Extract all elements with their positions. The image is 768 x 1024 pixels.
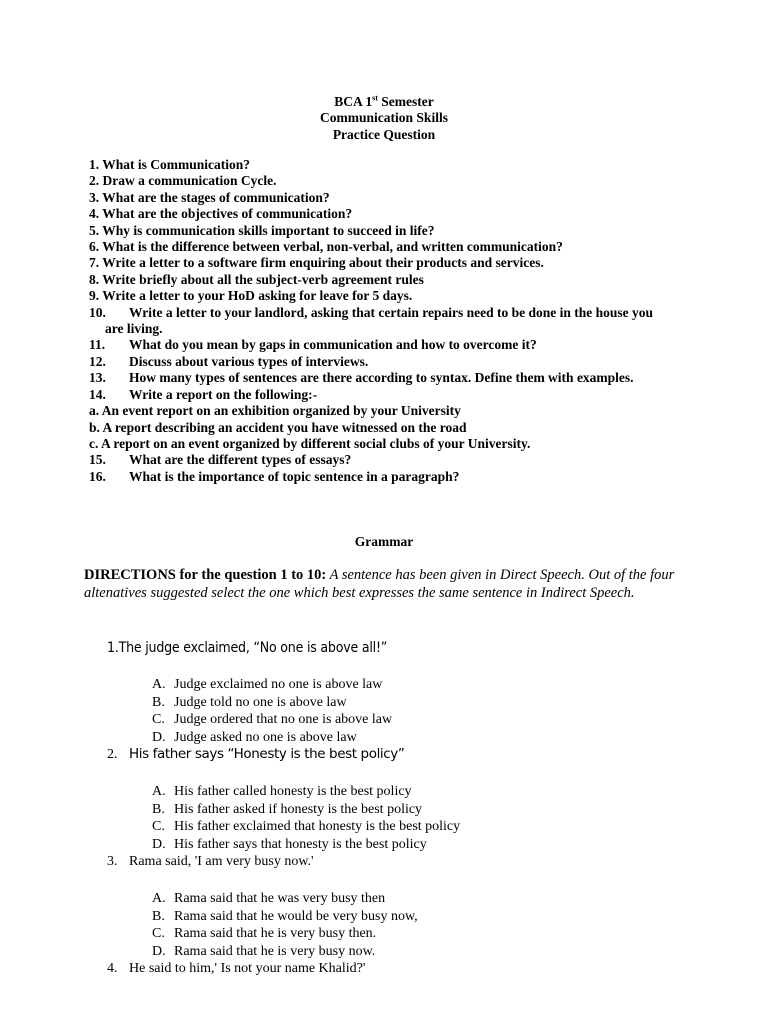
answer-options xyxy=(152,676,392,746)
subject-heading: Communication Skills xyxy=(320,110,448,125)
answer-option: A. Judge exclaimed no one is above law xyxy=(152,677,383,692)
practice-subquestion: b. A report describing an accident you have witnessed on the road xyxy=(89,419,467,435)
practice-question: 11. What do you mean by gaps in communication and how to overcome it? xyxy=(89,337,537,353)
grammar-question: 3. Rama said, 'I am very busy now.' xyxy=(107,854,314,869)
course-heading-superscript: st xyxy=(372,93,378,103)
practice-subquestion: c. A report on an event organized by different social clubs of your University. xyxy=(89,435,531,451)
course-heading-suffix: Semester xyxy=(377,94,434,109)
course-heading-prefix: BCA 1 xyxy=(334,94,373,109)
practice-question: 2. Draw a communication Cycle. xyxy=(89,173,277,189)
answer-option: D. Rama said that he is very busy now. xyxy=(152,943,376,959)
practice-subquestion: a. An event report on an exhibition organized by your University xyxy=(89,403,461,419)
practice-question: 14. Write a report on the following:- xyxy=(89,386,318,402)
answer-option: C. Rama said that he is very busy then. xyxy=(152,926,377,942)
answer-options xyxy=(152,890,418,960)
directions-label: DIRECTIONS for the question 1 to 10: xyxy=(84,567,327,583)
practice-question: 8. Write briefly about all the subject-verb agreement rules xyxy=(89,271,424,287)
answer-option: B. Rama said that he would be very busy now, xyxy=(152,908,418,924)
answer-option: C. Judge ordered that no one is above law xyxy=(152,712,393,728)
practice-question: 5. Why is communication skills important to succeed in life? xyxy=(89,222,435,238)
practice-question: 12. Discuss about various types of interviews. xyxy=(89,353,369,369)
practice-question-list xyxy=(89,157,689,485)
directions-text: A sentence has been given in Direct Speech. Out of the four altenatives suggested select the one which best expresses the same sentence in Indirect Speech. xyxy=(84,567,675,601)
practice-heading: Practice Question xyxy=(332,127,436,142)
answer-option: A. Rama said that he was very busy then xyxy=(152,891,386,906)
answer-option: C. His father exclaimed that honesty is the best policy xyxy=(152,819,461,835)
practice-question: 15. What are the different types of essays? xyxy=(89,452,352,468)
grammar-question: 2. His father says “Honesty is the best policy” xyxy=(107,746,405,762)
practice-question: 1. What is Communication? xyxy=(89,157,251,172)
answer-option: A. His father called honesty is the best policy xyxy=(152,784,412,799)
practice-question: 4. What are the objectives of communication? xyxy=(89,206,353,222)
answer-option: B. Judge told no one is above law xyxy=(152,694,347,710)
practice-question: 3. What are the stages of communication? xyxy=(89,189,330,205)
practice-question: 6. What is the difference between verbal, non-verbal, and written communication? xyxy=(89,239,563,255)
answer-option: D. His father says that honesty is the best policy xyxy=(152,836,427,852)
answer-options xyxy=(152,783,460,853)
grammar-directions xyxy=(84,567,684,602)
practice-question: 16. What is the importance of topic sentence in a paragraph? xyxy=(89,468,460,484)
grammar-question: 1.The judge exclaimed, “No one is above all!” xyxy=(107,640,388,656)
practice-question: 10. Write a letter to your landlord, asking that certain repairs need to be done in the house you xyxy=(89,304,654,320)
answer-option: B. His father asked if honesty is the best policy xyxy=(152,801,423,817)
answer-option: D. Judge asked no one is above law xyxy=(152,729,357,745)
grammar-heading: Grammar xyxy=(354,534,414,549)
practice-question: 13. How many types of sentences are there according to syntax. Define them with examples. xyxy=(89,370,634,386)
grammar-question: 4. He said to him,' Is not your name Khalid?' xyxy=(107,961,366,976)
practice-question-continuation: are living. xyxy=(105,321,163,337)
practice-question: 7. Write a letter to a software firm enquiring about their products and services. xyxy=(89,255,544,271)
practice-question: 9. Write a letter to your HoD asking for leave for 5 days. xyxy=(89,288,413,304)
